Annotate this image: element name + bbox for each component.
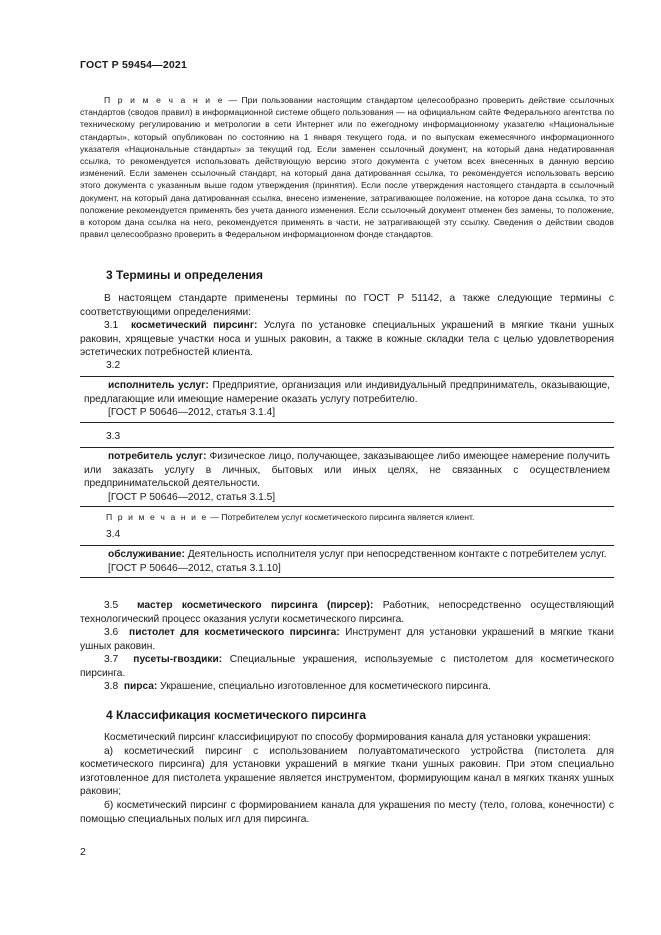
term-3-3-box	[80, 447, 614, 507]
note-text: — При пользовании настоящим стандартом целесообразно проверить действие ссылочных стандартов (сводов правил) в информационной системе общего пользования — на официальном сайте Федерального агентства по техническому регулированию и метрологии в сети Интернет или по ежегодному информационному указателю «Национальные стандарты», который опубликован по состоянию на 1 января текущего года, и по выпускам ежемесячного информационного указателя «Национальные стандарты» за текущий год. Если заменен ссылочный документ, на который дана недатированная ссылка, то рекомендуется использовать действующую версию этого документа с учетом всех внесенных в данную версию изменений. Если заменен ссылочный стандарт, на который дана датированная ссылка, то рекомендуется использовать версию этого документа с указанным выше годом утверждения (принятия). Если после утверждения настоящего стандарта в ссылочный документ, на который дана датированная ссылка, внесено изменение, затрагивающее положение, на которое дана ссылка, то это положение рекомендуется применять без учета данного изменения. Если ссылочный документ отменен без замены, то положение, в котором дана ссылка на него, рекомендуется применять в части, не затрагивающей эту ссылку. Сведения о действии сводов правил целесообразно проверить в Федеральном информационном фонде стандартов.	[80, 95, 615, 240]
note-2-text: — Потребителем услуг косметического пирсинга является клиент.	[207, 512, 475, 522]
term-3-7-num: 3.7	[104, 654, 119, 665]
term-3-4-box	[80, 545, 614, 578]
term-3-5-term: мастер косметического пирсинга (пирсер):	[136, 600, 374, 611]
section-4-intro: Косметический пирсинг классифицируют по способу формирования канала для установки украшения:	[104, 732, 591, 743]
term-3-4-source: [ГОСТ Р 50646—2012, статья 3.1.10]	[108, 562, 281, 574]
term-3-6	[80, 626, 614, 653]
section-4-item-b: б) косметический пирсинг с формированием канала для украшения по месту (тело, голова, конечности) с помощью специальных полых игл для пирсинга.	[80, 799, 614, 825]
section-3-intro	[80, 292, 614, 319]
term-3-2-box	[80, 376, 614, 423]
note-consumer	[106, 512, 474, 522]
term-3-8-term: пирса:	[123, 681, 158, 692]
term-3-3-num: 3.3	[106, 431, 121, 442]
term-3-2-term: исполнитель услуг:	[108, 380, 209, 391]
term-3-5	[80, 599, 614, 626]
term-3-1-def: Услуга по установке специальных украшений в мягкие ткани ушных раковин, хрящевые участки носа и ушных раковин, а также в кожные складки тела с целью удовлетворения эстетических потребностей клиента.	[80, 320, 614, 359]
note-references	[80, 94, 614, 240]
term-3-3-term: потребитель услуг:	[108, 451, 207, 462]
term-3-6-def: Инструмент для установки украшений в мягкие ткани ушных раковин.	[80, 627, 614, 652]
term-3-8-def: Украшение, специально изготовленное для косметического пирсинга.	[157, 681, 491, 692]
term-3-4-num: 3.4	[106, 529, 121, 540]
term-3-7-term: пусеты-гвоздики:	[133, 654, 223, 665]
note-2-label: П р и м е ч а н и е	[106, 512, 208, 522]
note-label: П р и м е ч а н и е	[104, 95, 225, 105]
term-3-2-num: 3.2	[106, 360, 121, 371]
term-3-7-def: Специальные украшения, используемые с пистолетом для косметического пирсинга.	[80, 654, 614, 679]
term-3-3-def: Физическое лицо, получающее, заказывающее либо имеющее намерение получить или заказать услугу в личных, бытовых или иных целях, не связанных с осуществлением предпринимательской деятельности.	[84, 451, 610, 490]
term-3-5-def: Работник, непосредственно осуществляющий технологический процесс оказания услуги косметического пирсинга.	[80, 600, 615, 625]
term-3-2-source: [ГОСТ Р 50646—2012, статья 3.1.4]	[108, 407, 276, 419]
term-3-4-def: Деятельность исполнителя услуг при непосредственном контакте с потребителем услуг.	[184, 549, 607, 560]
term-3-2-def: Предприятие, организация или индивидуальный предприниматель, оказывающие, предлагающие или имеющие намерение оказать услугу потребителю.	[84, 380, 611, 405]
term-3-7	[80, 653, 614, 680]
section-3-title: 3 Термины и определения	[106, 268, 264, 282]
term-3-6-num: 3.6	[104, 627, 119, 638]
term-3-8-num: 3.8	[104, 681, 119, 692]
section-3-intro-text: В настоящем стандарте применены термины по ГОСТ Р 51142, а также следующие термины с соответствующими определениями:	[80, 293, 614, 318]
term-3-6-term: пистолет для косметического пирсинга:	[129, 627, 340, 638]
term-3-1-num: 3.1	[104, 320, 119, 331]
term-3-3-source: [ГОСТ Р 50646—2012, статья 3.1.5]	[108, 491, 276, 503]
section-4-item-a: а) косметический пирсинг с использованием полуавтоматического устройства (пистолета для косметического пирсинга) для установки украшений в мягкие ткани ушных раковин. При этом специально изготовленное для пистолета украшение является инструментом, формирующим канал в мягких тканях ушных раковин;	[80, 745, 614, 798]
document-header-id: ГОСТ Р 59454—2021	[80, 59, 188, 71]
term-3-4-term: обслуживание:	[108, 549, 185, 560]
section-4-body	[80, 731, 614, 826]
term-3-1	[80, 319, 614, 360]
page-number: 2	[80, 846, 86, 858]
term-3-1-term: косметический пирсинг:	[130, 320, 258, 331]
section-4-title: 4 Классификация косметического пирсинга	[106, 708, 367, 722]
term-3-5-num: 3.5	[104, 600, 119, 611]
term-3-8	[80, 680, 614, 694]
